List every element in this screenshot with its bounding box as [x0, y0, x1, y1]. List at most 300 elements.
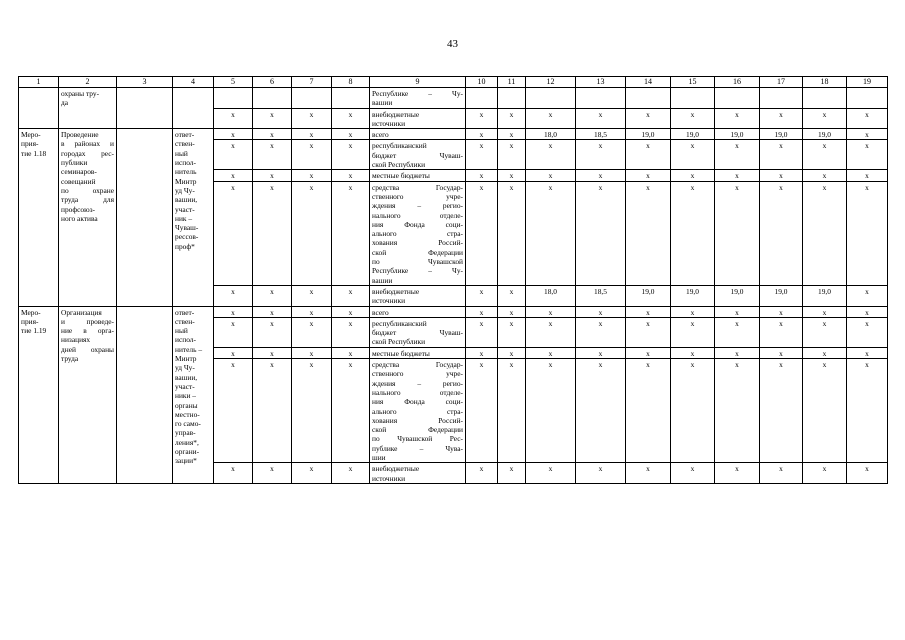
cell-line: вашии,: [175, 195, 198, 205]
value-cell: x: [576, 347, 626, 358]
cell-line: по охране: [61, 185, 114, 195]
cell-line: зации*: [175, 456, 197, 466]
value-cell: x: [715, 317, 760, 347]
value-cell: x: [715, 463, 760, 484]
cell-line: республиканский: [372, 141, 427, 151]
cell-line: труда: [61, 354, 79, 364]
value-cell: x: [466, 347, 498, 358]
value-cell: x: [332, 140, 370, 170]
value-cell: x: [292, 359, 332, 463]
funding-source-cell: [370, 108, 466, 129]
value-cell: x: [803, 108, 847, 129]
cell-line: местные бюджеты: [372, 171, 430, 181]
funding-source-cell: [370, 170, 466, 181]
cell-line: Минтр: [175, 354, 197, 364]
value-cell: x: [626, 140, 671, 170]
funding-source-cell: [370, 306, 466, 317]
value-cell: x: [466, 140, 498, 170]
value-cell: x: [847, 170, 888, 181]
value-cell: x: [466, 181, 498, 285]
cell-line: труда для: [61, 195, 114, 205]
value-cell: x: [671, 170, 715, 181]
table-cell: [332, 88, 370, 109]
value-cell: x: [576, 170, 626, 181]
cell-line: ния Фонда соци-: [372, 219, 463, 229]
value-cell: x: [214, 306, 253, 317]
funding-source-cell: [370, 88, 466, 109]
cell-line: ответ-: [175, 307, 195, 317]
value-cell: x: [847, 306, 888, 317]
value-cell: x: [292, 140, 332, 170]
value-cell: x: [803, 306, 847, 317]
value-cell: x: [626, 359, 671, 463]
cell-line: дней охраны: [61, 344, 114, 354]
value-cell: 19,0: [715, 129, 760, 140]
value-cell: x: [847, 285, 888, 306]
value-cell: x: [292, 463, 332, 484]
cell-line: ственного учре-: [372, 191, 463, 201]
header-cell: 19: [847, 77, 888, 88]
cell-line: внебюджетные: [372, 464, 420, 474]
value-cell: x: [576, 359, 626, 463]
cell-line: и проведе-: [61, 316, 114, 326]
value-cell: x: [214, 108, 253, 129]
value-cell: x: [626, 108, 671, 129]
value-cell: x: [253, 306, 292, 317]
cell-line: да: [61, 98, 69, 108]
table-cell: [526, 88, 576, 109]
cell-line: профсоюз-: [61, 204, 96, 214]
header-cell: 5: [214, 77, 253, 88]
value-cell: x: [332, 129, 370, 140]
cell-line: органи-: [175, 446, 200, 456]
value-cell: x: [671, 181, 715, 285]
cell-line: ного актива: [61, 213, 98, 223]
value-cell: x: [498, 181, 526, 285]
value-cell: x: [626, 181, 671, 285]
executor-cell: [173, 306, 214, 483]
value-cell: 18,0: [526, 285, 576, 306]
table-row: [19, 306, 888, 317]
cell-line: хования Россий-: [372, 238, 463, 248]
header-cell: 7: [292, 77, 332, 88]
table-cell: [214, 88, 253, 109]
value-cell: x: [847, 129, 888, 140]
value-cell: x: [847, 181, 888, 285]
value-cell: 19,0: [626, 129, 671, 140]
cell-line: ской Республики: [372, 160, 426, 170]
value-cell: x: [760, 108, 803, 129]
col-3-cell: [117, 88, 173, 129]
value-cell: x: [626, 347, 671, 358]
value-cell: x: [332, 347, 370, 358]
table-cell: [292, 88, 332, 109]
header-cell: 10: [466, 77, 498, 88]
value-cell: x: [332, 317, 370, 347]
cell-line: Республике – Чу-: [372, 89, 463, 98]
value-cell: x: [803, 463, 847, 484]
cell-line: шии: [372, 452, 386, 462]
value-cell: x: [760, 317, 803, 347]
value-cell: x: [803, 140, 847, 170]
table-cell: [253, 88, 292, 109]
value-cell: x: [214, 317, 253, 347]
value-cell: x: [292, 181, 332, 285]
value-cell: x: [626, 170, 671, 181]
funding-source-cell: [370, 129, 466, 140]
header-cell: 4: [173, 77, 214, 88]
value-cell: x: [292, 317, 332, 347]
value-cell: x: [847, 463, 888, 484]
cell-line: Организация: [61, 307, 102, 317]
cell-line: вашии,: [175, 372, 198, 382]
table-cell: [466, 88, 498, 109]
cell-line: бюджет Чуваш-: [372, 150, 463, 160]
cell-line: охраны тру-: [61, 89, 100, 98]
cell-line: ального стра-: [372, 406, 463, 416]
header-cell: 13: [576, 77, 626, 88]
value-cell: x: [498, 170, 526, 181]
cell-line: проф*: [175, 241, 195, 251]
cell-line: источники: [372, 118, 406, 128]
cell-line: уд Чу-: [175, 185, 195, 195]
value-cell: x: [715, 170, 760, 181]
value-cell: x: [760, 463, 803, 484]
value-cell: x: [332, 306, 370, 317]
cell-line: ствен-: [175, 316, 195, 326]
cell-line: органы: [175, 400, 198, 410]
value-cell: x: [332, 170, 370, 181]
value-cell: 19,0: [760, 129, 803, 140]
header-cell: 11: [498, 77, 526, 88]
value-cell: x: [332, 285, 370, 306]
value-cell: x: [526, 170, 576, 181]
cell-line: ный: [175, 326, 188, 336]
cell-line: ской Республики: [372, 337, 426, 347]
funding-source-cell: [370, 285, 466, 306]
header-cell: 14: [626, 77, 671, 88]
col-3-cell: [117, 306, 173, 483]
value-cell: x: [760, 181, 803, 285]
table-cell: [803, 88, 847, 109]
value-cell: 19,0: [803, 285, 847, 306]
value-cell: x: [498, 108, 526, 129]
value-cell: x: [332, 108, 370, 129]
value-cell: x: [715, 359, 760, 463]
table-cell: [847, 88, 888, 109]
cell-line: всего: [372, 307, 389, 317]
value-cell: x: [253, 359, 292, 463]
value-cell: x: [847, 359, 888, 463]
value-cell: x: [214, 170, 253, 181]
value-cell: x: [715, 108, 760, 129]
value-cell: x: [253, 285, 292, 306]
cell-line: Чуваш-: [175, 223, 199, 233]
cell-line: вашии: [372, 98, 393, 108]
page-number: 43: [447, 38, 458, 50]
col-1-cell: [19, 88, 59, 129]
value-cell: x: [253, 129, 292, 140]
value-cell: x: [466, 317, 498, 347]
value-cell: 18,5: [576, 285, 626, 306]
value-cell: x: [576, 140, 626, 170]
funding-source-cell: [370, 359, 466, 463]
cell-line: ждения – регио-: [372, 201, 463, 211]
value-cell: x: [671, 347, 715, 358]
value-cell: x: [847, 140, 888, 170]
value-cell: 19,0: [671, 129, 715, 140]
header-cell: 2: [59, 77, 117, 88]
value-cell: x: [671, 463, 715, 484]
header-cell: 12: [526, 77, 576, 88]
cell-line: участ-: [175, 204, 195, 214]
cell-line: местные бюджеты: [372, 348, 430, 358]
value-cell: x: [526, 108, 576, 129]
cell-line: участ-: [175, 381, 195, 391]
value-cell: x: [626, 306, 671, 317]
value-cell: x: [253, 463, 292, 484]
cell-line: рессов-: [175, 232, 199, 242]
cell-line: по Чувашской Рес-: [372, 434, 463, 444]
cell-line: ник –: [175, 213, 193, 223]
measure-name-cell: [59, 129, 117, 306]
table-row: [19, 88, 888, 109]
measure-id-cell: [19, 129, 59, 306]
value-cell: x: [332, 181, 370, 285]
value-cell: x: [760, 306, 803, 317]
cell-line: нитель: [175, 167, 197, 177]
funding-source-cell: [370, 317, 466, 347]
value-cell: 19,0: [626, 285, 671, 306]
table-cell: [715, 88, 760, 109]
value-cell: x: [803, 181, 847, 285]
cell-line: Республике – Чу-: [372, 266, 463, 276]
cell-line: источники: [372, 296, 406, 306]
cell-line: внебюджетные: [372, 286, 420, 296]
cell-line: ный: [175, 148, 188, 158]
value-cell: x: [498, 359, 526, 463]
cell-line: средства Государ-: [372, 182, 463, 192]
table-cell: [576, 88, 626, 109]
value-cell: x: [292, 347, 332, 358]
value-cell: x: [253, 347, 292, 358]
value-cell: x: [671, 317, 715, 347]
value-cell: x: [292, 170, 332, 181]
value-cell: x: [498, 129, 526, 140]
table-row: [19, 129, 888, 140]
cell-line: испол-: [175, 158, 196, 168]
cell-line: ние в орга-: [61, 326, 114, 336]
header-cell: 17: [760, 77, 803, 88]
value-cell: x: [498, 463, 526, 484]
cell-line: ственного учре-: [372, 369, 463, 379]
value-cell: x: [576, 108, 626, 129]
value-cell: x: [671, 140, 715, 170]
cell-line: местно-: [175, 409, 200, 419]
value-cell: x: [466, 108, 498, 129]
cell-line: ской Федерации: [372, 247, 463, 257]
value-cell: x: [214, 140, 253, 170]
value-cell: 19,0: [715, 285, 760, 306]
value-cell: x: [671, 306, 715, 317]
funding-source-cell: [370, 347, 466, 358]
cell-line: ждения – регио-: [372, 378, 463, 388]
value-cell: x: [626, 317, 671, 347]
value-cell: x: [803, 170, 847, 181]
value-cell: x: [760, 140, 803, 170]
value-cell: x: [576, 463, 626, 484]
cell-line: ления*,: [175, 437, 199, 447]
col-3-cell: [117, 129, 173, 306]
measure-id-cell: [19, 306, 59, 483]
value-cell: x: [292, 129, 332, 140]
value-cell: x: [292, 306, 332, 317]
table-cell: [671, 88, 715, 109]
cell-line: нального отделе-: [372, 210, 463, 220]
table-cell: [626, 88, 671, 109]
value-cell: x: [760, 170, 803, 181]
measure-name-cell: [59, 88, 117, 129]
header-cell: 3: [117, 77, 173, 88]
value-cell: x: [760, 347, 803, 358]
value-cell: x: [526, 181, 576, 285]
cell-line: вашии: [372, 275, 393, 285]
cell-line: публике – Чува-: [372, 443, 463, 453]
value-cell: x: [803, 359, 847, 463]
cell-line: уд Чу-: [175, 363, 195, 373]
cell-line: средства Государ-: [372, 360, 463, 370]
value-cell: x: [253, 108, 292, 129]
cell-line: совещаний: [61, 176, 96, 186]
value-cell: x: [466, 285, 498, 306]
value-cell: x: [292, 285, 332, 306]
value-cell: x: [332, 359, 370, 463]
header-row: [19, 77, 888, 88]
cell-line: всего: [372, 130, 389, 140]
header-cell: 15: [671, 77, 715, 88]
value-cell: x: [526, 347, 576, 358]
cell-line: бюджет Чуваш-: [372, 328, 463, 338]
cell-line: по Чувашской: [372, 257, 463, 267]
value-cell: x: [214, 181, 253, 285]
cell-line: хования Россий-: [372, 415, 463, 425]
cell-line: нитель –: [175, 344, 203, 354]
value-cell: x: [292, 108, 332, 129]
value-cell: x: [498, 347, 526, 358]
value-cell: x: [466, 463, 498, 484]
value-cell: x: [214, 129, 253, 140]
value-cell: x: [526, 140, 576, 170]
value-cell: x: [626, 463, 671, 484]
value-cell: x: [847, 347, 888, 358]
header-cell: 18: [803, 77, 847, 88]
cell-line: публики: [61, 158, 88, 168]
table-cell: [498, 88, 526, 109]
value-cell: x: [214, 347, 253, 358]
value-cell: x: [671, 359, 715, 463]
value-cell: x: [526, 463, 576, 484]
cell-line: в районах и: [61, 139, 114, 149]
funding-source-cell: [370, 463, 466, 484]
cell-line: го само-: [175, 419, 201, 429]
value-cell: x: [760, 359, 803, 463]
cell-line: испол-: [175, 335, 196, 345]
value-cell: x: [253, 181, 292, 285]
value-cell: x: [466, 306, 498, 317]
value-cell: x: [498, 140, 526, 170]
header-cell: 6: [253, 77, 292, 88]
value-cell: x: [214, 285, 253, 306]
cell-line: нального отделе-: [372, 387, 463, 397]
value-cell: x: [576, 317, 626, 347]
cell-line: ального стра-: [372, 229, 463, 239]
cell-line: тие 1.19: [21, 326, 47, 336]
value-cell: x: [715, 306, 760, 317]
value-cell: x: [332, 463, 370, 484]
value-cell: 18,0: [526, 129, 576, 140]
cell-line: прия-: [21, 139, 39, 149]
cell-line: Проведение: [61, 130, 99, 140]
header-cell: 16: [715, 77, 760, 88]
executor-cell: [173, 88, 214, 129]
cell-line: семинаров-: [61, 167, 97, 177]
cell-line: управ-: [175, 428, 196, 438]
value-cell: x: [715, 181, 760, 285]
value-cell: x: [214, 359, 253, 463]
cell-line: Меро-: [21, 307, 41, 317]
cell-line: ствен-: [175, 139, 195, 149]
cell-line: низациях: [61, 335, 91, 345]
value-cell: 19,0: [671, 285, 715, 306]
value-cell: x: [466, 170, 498, 181]
value-cell: x: [466, 359, 498, 463]
header-cell: 1: [19, 77, 59, 88]
value-cell: x: [498, 285, 526, 306]
cell-line: ской Федерации: [372, 425, 463, 435]
cell-line: городах рес-: [61, 148, 114, 158]
cell-line: ответ-: [175, 130, 195, 140]
budget-table: [18, 76, 888, 484]
value-cell: x: [214, 463, 253, 484]
value-cell: x: [253, 317, 292, 347]
value-cell: x: [847, 317, 888, 347]
value-cell: x: [466, 129, 498, 140]
cell-line: республиканский: [372, 318, 427, 328]
table-cell: [760, 88, 803, 109]
funding-source-cell: [370, 181, 466, 285]
header-cell: 8: [332, 77, 370, 88]
funding-source-cell: [370, 140, 466, 170]
value-cell: x: [576, 181, 626, 285]
value-cell: x: [253, 170, 292, 181]
value-cell: x: [526, 306, 576, 317]
value-cell: x: [847, 108, 888, 129]
value-cell: 19,0: [760, 285, 803, 306]
cell-line: ники –: [175, 391, 196, 401]
value-cell: x: [526, 359, 576, 463]
cell-line: прия-: [21, 316, 39, 326]
value-cell: x: [671, 108, 715, 129]
value-cell: x: [715, 140, 760, 170]
value-cell: x: [253, 140, 292, 170]
cell-line: тие 1.18: [21, 148, 47, 158]
measure-name-cell: [59, 306, 117, 483]
executor-cell: [173, 129, 214, 306]
value-cell: x: [715, 347, 760, 358]
value-cell: x: [498, 317, 526, 347]
cell-line: источники: [372, 473, 406, 483]
value-cell: x: [576, 306, 626, 317]
